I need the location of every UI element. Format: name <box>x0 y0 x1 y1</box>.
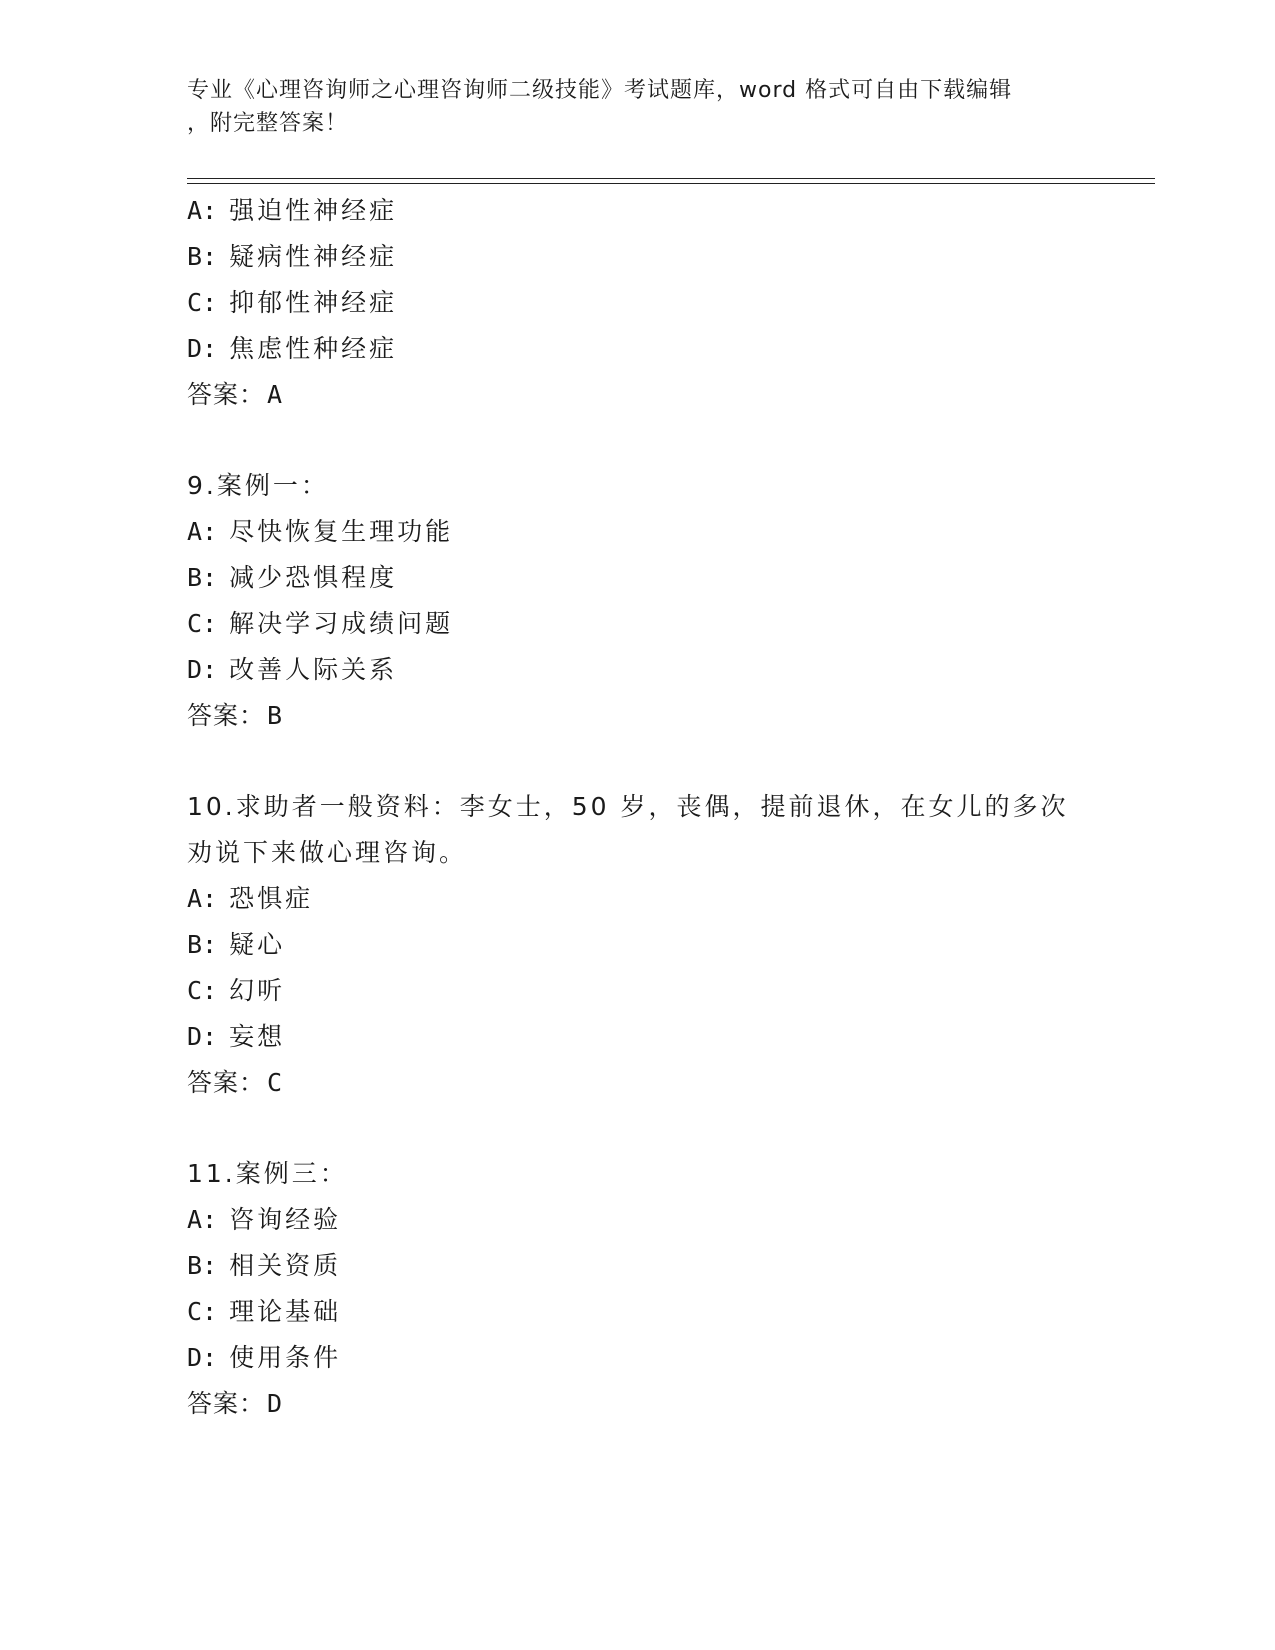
option-d <box>187 1014 1147 1060</box>
option-c <box>187 1289 1147 1335</box>
option-label: B: <box>187 930 218 959</box>
option-label: D: <box>187 334 218 363</box>
answer-line <box>187 372 1147 418</box>
option-label: B: <box>187 563 218 592</box>
option-text: 妄想 <box>229 1022 286 1051</box>
option-label: C: <box>187 1297 218 1326</box>
answer-value: C <box>267 1068 284 1097</box>
option-d <box>187 326 1147 372</box>
option-d <box>187 647 1147 693</box>
header-line-1: 专业《心理咨询师之心理咨询师二级技能》考试题库，word 格式可自由下载编辑 <box>187 78 1013 103</box>
answer-line <box>187 1060 1147 1106</box>
question-block-9 <box>187 463 1147 739</box>
question-block-partial <box>187 188 1147 418</box>
question-list <box>187 188 1147 1427</box>
option-b <box>187 1243 1147 1289</box>
question-stem-line-1: 10.求助者一般资料：李女士，50 岁，丧偶，提前退休，在女儿的多次 <box>187 792 1069 821</box>
question-stem-line-2: 劝说下来做心理咨询。 <box>187 838 468 867</box>
option-b <box>187 922 1147 968</box>
option-text: 改善人际关系 <box>229 655 398 684</box>
option-b <box>187 234 1147 280</box>
option-text: 疑心 <box>229 930 286 959</box>
question-stem: 11.案例三： <box>187 1159 348 1188</box>
option-label: A: <box>187 884 218 913</box>
answer-value: A <box>267 380 284 409</box>
answer-value: B <box>267 701 284 730</box>
answer-label: 答案： <box>187 380 266 409</box>
option-text: 解决学习成绩问题 <box>229 609 454 638</box>
option-label: B: <box>187 1251 218 1280</box>
option-label: A: <box>187 1205 218 1234</box>
option-text: 相关资质 <box>229 1251 342 1280</box>
option-text: 减少恐惧程度 <box>229 563 398 592</box>
header-divider-top <box>187 178 1155 179</box>
answer-line <box>187 693 1147 739</box>
question-stem: 9.案例一： <box>187 471 329 500</box>
option-label: A: <box>187 196 218 225</box>
option-text: 恐惧症 <box>229 884 314 913</box>
answer-label: 答案： <box>187 1389 266 1418</box>
option-text: 咨询经验 <box>229 1205 342 1234</box>
option-label: A: <box>187 517 218 546</box>
option-b <box>187 555 1147 601</box>
option-c <box>187 968 1147 1014</box>
answer-label: 答案： <box>187 701 266 730</box>
question-block-11 <box>187 1151 1147 1427</box>
option-label: C: <box>187 288 218 317</box>
option-text: 理论基础 <box>229 1297 342 1326</box>
header-line-2: ，附完整答案！ <box>187 111 349 136</box>
answer-value: D <box>267 1389 284 1418</box>
document-header <box>187 74 1077 140</box>
option-label: C: <box>187 609 218 638</box>
answer-label: 答案： <box>187 1068 266 1097</box>
option-text: 强迫性神经症 <box>229 196 398 225</box>
option-a <box>187 188 1147 234</box>
option-text: 幻听 <box>229 976 286 1005</box>
option-text: 抑郁性神经症 <box>229 288 398 317</box>
option-label: D: <box>187 655 218 684</box>
option-text: 使用条件 <box>229 1343 342 1372</box>
header-divider-bottom <box>187 183 1155 184</box>
option-a <box>187 509 1147 555</box>
option-text: 尽快恢复生理功能 <box>229 517 454 546</box>
option-c <box>187 601 1147 647</box>
question-block-10 <box>187 784 1147 1106</box>
option-d <box>187 1335 1147 1381</box>
option-a <box>187 876 1147 922</box>
option-c <box>187 280 1147 326</box>
option-label: D: <box>187 1022 218 1051</box>
option-label: C: <box>187 976 218 1005</box>
option-label: D: <box>187 1343 218 1372</box>
answer-line <box>187 1381 1147 1427</box>
option-text: 疑病性神经症 <box>229 242 398 271</box>
option-label: B: <box>187 242 218 271</box>
option-text: 焦虑性种经症 <box>229 334 398 363</box>
option-a <box>187 1197 1147 1243</box>
